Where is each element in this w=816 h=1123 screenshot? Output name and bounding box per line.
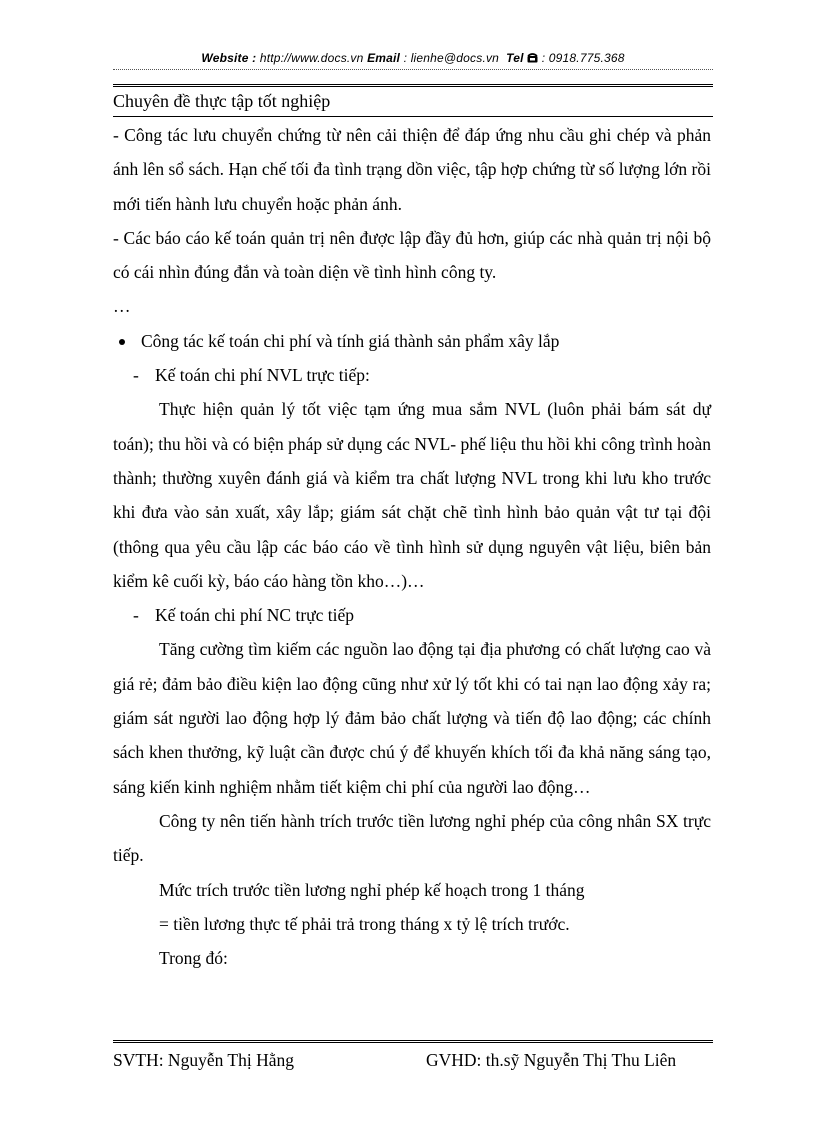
formula-line-3: Trong đó: [159, 948, 228, 969]
page-header [113, 51, 713, 65]
header-double-rule [113, 84, 713, 87]
tel-value: : 0918.775.368 [541, 51, 625, 65]
formula-line-1: Mức trích trước tiền lương nghỉ phép kế hoạch trong 1 tháng [159, 879, 585, 900]
website-url[interactable]: http://www.docs.vn [259, 51, 364, 65]
dash-marker: - [133, 365, 139, 386]
email-label: Email [367, 51, 401, 65]
paragraph-5: Công ty nên tiến hành trích trước tiền lương nghỉ phép của công nhân SX trực tiếp. [113, 810, 711, 866]
sub-heading-nc [113, 598, 711, 632]
ellipsis-line: … [113, 296, 131, 317]
footer-double-rule [113, 1040, 713, 1043]
bullet-dot-icon [119, 339, 125, 345]
sub-heading-text: Kế toán chi phí NC trực tiếp [155, 605, 355, 626]
paragraph-3: Thực hiện quản lý tốt việc tạm ứng mua sắm NVL (luôn phải bám sát dự toán); thu hồi và có biện pháp sử dụng các NVL- phế liệu thu hồi khi công trình hoàn thành; thường xuyên đánh giá và kiểm tra chất lượng NVL trong khi lưu kho trước khi đưa vào sản xuất, xây lắp; giám sát chặt chẽ tình hình bảo quản vật tư tại đội (thông qua yêu cầu lập các báo cáo về tình hình sử dụng nguyên vật liệu, biên bản kiểm kê cuối kỳ, báo cáo hàng tồn kho…)… [113, 399, 711, 591]
page-body [113, 118, 711, 975]
paragraph-1: - Công tác lưu chuyển chứng từ nên cải thiện để đáp ứng nhu cầu ghi chép và phản ánh lên sổ sách. Hạn chế tối đa tình trạng dồn việc, tập hợp chứng từ số lượng lớn rồi mới tiến hành lưu chuyển hoặc phản ánh. [113, 125, 711, 214]
sub-heading-nvl [113, 358, 711, 392]
paragraph-2: - Các báo cáo kế toán quản trị nên được lập đầy đủ hơn, giúp các nhà quản trị nội bộ có cái nhìn đúng đắn và toàn diện về tình hình công ty. [113, 227, 711, 283]
footer-advisor: GVHD: th.sỹ Nguyễn Thị Thu Liên [426, 1050, 677, 1070]
website-label: Website : [201, 51, 257, 65]
footer-student: SVTH: Nguyễn Thị Hằng [113, 1050, 294, 1070]
email-value[interactable]: : lienhe@docs.vn [403, 51, 500, 65]
formula-line-2: = tiền lương thực tế phải trả trong tháng x tỷ lệ trích trước. [159, 913, 570, 934]
sub-heading-text: Kế toán chi phí NVL trực tiếp: [155, 365, 370, 386]
bullet-item [113, 324, 711, 358]
title-rule [113, 116, 713, 117]
document-title: Chuyên đề thực tập tốt nghiệp [113, 91, 331, 111]
header-dotted-rule [113, 69, 713, 70]
bullet-text: Công tác kế toán chi phí và tính giá thành sản phẩm xây lắp [141, 330, 560, 351]
phone-icon [527, 51, 538, 65]
tel-label: Tel [506, 51, 524, 65]
dash-marker: - [133, 605, 139, 626]
paragraph-4: Tăng cường tìm kiếm các nguồn lao động tại địa phương có chất lượng cao và giá rẻ; đảm bảo điều kiện lao động cũng như xử lý tốt khi có tai nạn lao động xảy ra; giám sát người lao động hợp lý đảm bảo chất lượng và tiến độ lao động; các chính sách khen thưởng, kỹ luật cần được chú ý để khuyến khích tối đa khả năng sáng tạo, sáng kiến kinh nghiệm nhằm tiết kiệm chi phí của người lao động… [113, 639, 711, 797]
